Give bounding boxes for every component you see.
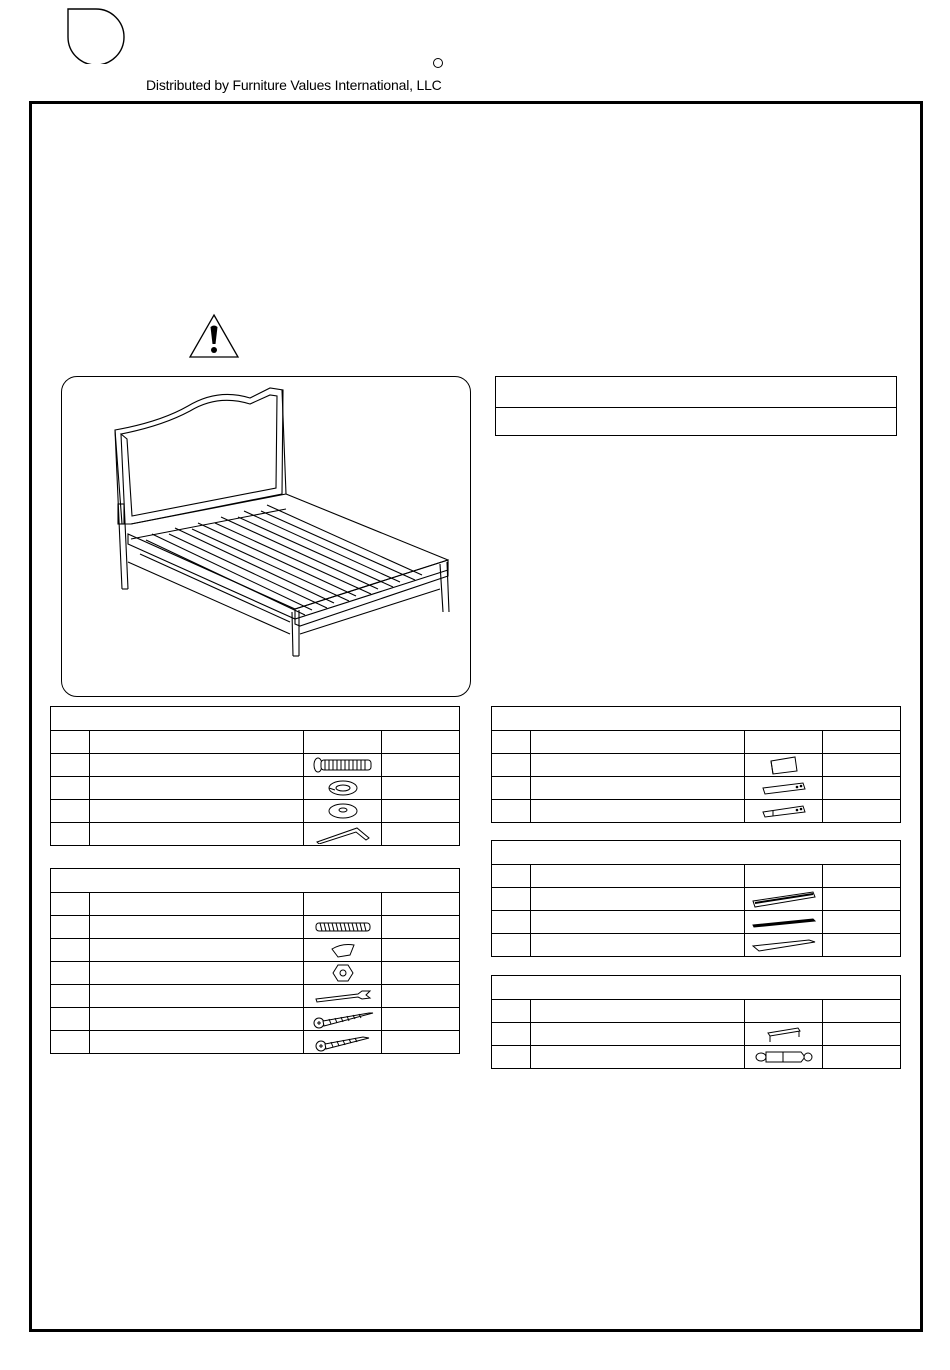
table-row xyxy=(51,962,460,985)
table-row xyxy=(492,934,901,957)
table-row xyxy=(51,777,460,800)
hardware-table-a xyxy=(50,706,460,846)
table-title-cell xyxy=(492,707,901,731)
table-row xyxy=(51,985,460,1008)
distributor-text: Distributed by Furniture Values International, LLC xyxy=(146,77,442,93)
table-header-row xyxy=(492,1000,901,1023)
table-row xyxy=(51,823,460,846)
allen-wrench-icon xyxy=(311,824,375,844)
flat-washer-icon xyxy=(323,802,363,820)
table-title-cell xyxy=(492,841,901,865)
hardware-table-b xyxy=(50,868,460,1054)
table-row xyxy=(492,1023,901,1046)
hook-plate-long-icon xyxy=(759,803,809,819)
table-row xyxy=(51,754,460,777)
registered-mark-icon xyxy=(433,58,443,68)
hardware-table-e xyxy=(491,975,901,1069)
corner-bracket-icon xyxy=(767,755,801,775)
wrench-tool-icon xyxy=(314,989,372,1003)
info-box xyxy=(495,376,897,436)
table-row xyxy=(492,777,901,800)
table-title-cell xyxy=(51,869,460,893)
table-header-row xyxy=(51,893,460,916)
slat-strip-icon xyxy=(751,915,817,929)
hook-plate-icon xyxy=(759,780,809,796)
table-row xyxy=(51,939,460,962)
table-title-cell xyxy=(492,976,901,1000)
table-row xyxy=(492,1046,901,1069)
lock-washer-icon xyxy=(323,779,363,797)
table-header-row xyxy=(492,865,901,888)
table-title-cell xyxy=(51,707,460,731)
board-plank-icon xyxy=(751,937,817,953)
table-header-row xyxy=(51,731,460,754)
hardware-table-c xyxy=(491,706,901,823)
table-row xyxy=(51,1008,460,1031)
logo-icon xyxy=(67,8,125,64)
threaded-rod-icon xyxy=(314,920,372,934)
table-row xyxy=(492,754,901,777)
table-row xyxy=(51,800,460,823)
hardware-table-d xyxy=(491,840,901,957)
bolt-icon xyxy=(311,756,375,774)
warning-triangle-icon xyxy=(188,313,240,359)
short-wood-screw-icon xyxy=(313,1032,373,1052)
table-row xyxy=(492,888,901,911)
table-row xyxy=(492,800,901,823)
rail-channel-icon xyxy=(751,889,817,909)
bracket-clip-icon xyxy=(328,941,358,959)
support-leg-icon xyxy=(764,1025,804,1043)
table-row xyxy=(492,911,901,934)
long-wood-screw-icon xyxy=(311,1009,375,1029)
table-header-row xyxy=(492,731,901,754)
center-support-icon xyxy=(753,1047,815,1067)
table-row xyxy=(51,916,460,939)
table-row xyxy=(51,1031,460,1054)
hex-nut-icon xyxy=(330,963,356,983)
bed-assembly-illustration xyxy=(100,384,462,664)
